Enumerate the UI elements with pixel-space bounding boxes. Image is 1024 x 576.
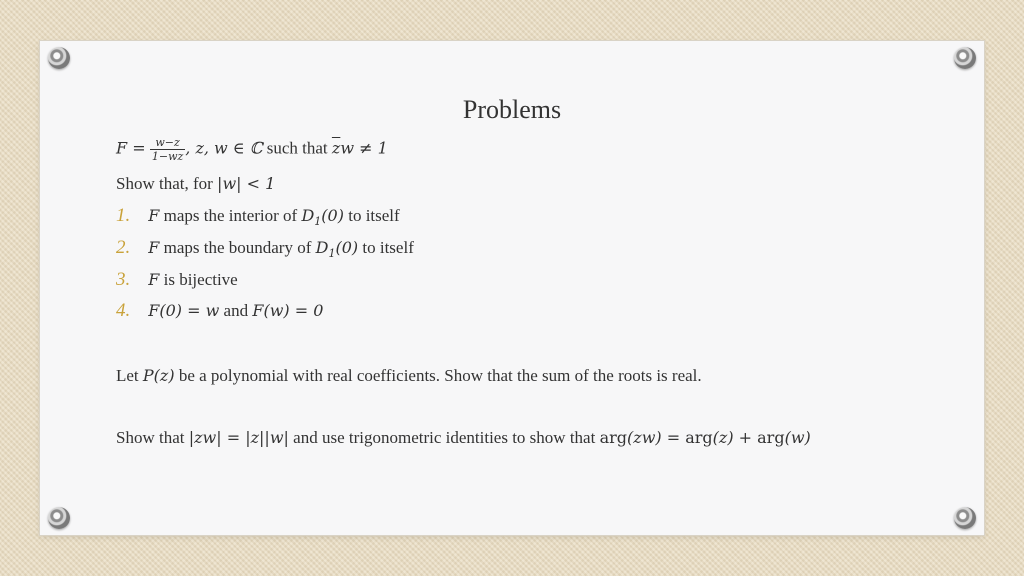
pin-icon — [48, 47, 70, 69]
definition-fraction — [150, 136, 185, 163]
list-item — [116, 237, 414, 260]
item-text: and — [223, 301, 249, 320]
fraction-numerator: w−z — [150, 136, 185, 150]
item-math: F — [148, 238, 160, 257]
item-math: F — [148, 270, 160, 289]
intro-line — [116, 174, 275, 194]
definition-line — [116, 136, 388, 163]
intro-text: Show that, for — [116, 174, 213, 193]
list-item — [116, 269, 238, 291]
problem-text: Let — [116, 366, 139, 385]
definition-text: such that — [266, 138, 328, 158]
fraction-denominator: $1-\overline{w}z$ — [151, 150, 184, 163]
pin-icon — [954, 47, 976, 69]
item-number: 3. — [116, 269, 131, 290]
problem-text: be a polynomial with real coefficients. Show that the sum of the roots is real. — [178, 366, 702, 385]
problem-math: |zw| = |z||w| — [188, 428, 289, 447]
problem-3 — [116, 428, 811, 448]
item-math: F — [148, 206, 160, 225]
item-tail: to itself — [348, 206, 400, 225]
item-text: maps the interior of — [163, 206, 298, 225]
item-math: $D_1(0)$ — [301, 206, 344, 229]
problem-2 — [116, 366, 702, 386]
item-text: maps the boundary of — [163, 238, 312, 257]
item-tail: to itself — [362, 238, 414, 257]
item-math: $D_1(0)$ — [315, 238, 359, 261]
item-number: 2. — [116, 237, 131, 258]
definition-lhs: F = — [116, 138, 146, 158]
slide-title: Problems — [462, 95, 562, 124]
item-math: F(w) = 0 — [252, 301, 324, 320]
item-text: is bijective — [163, 270, 238, 289]
item-number: 1. — [116, 205, 131, 226]
item-math: F(0) = w — [148, 301, 220, 320]
pin-icon — [48, 507, 70, 529]
problem-math: arg(zw) = arg(z) + arg(w) — [599, 428, 811, 447]
problem-text: Show that — [116, 428, 185, 447]
problem-text: and use trigonometric identities to show that — [293, 428, 596, 447]
item-number: 4. — [116, 300, 131, 321]
list-item — [116, 205, 400, 228]
definition-domain: , z, w ∈ ℂ — [185, 138, 263, 158]
intro-math: |w| < 1 — [217, 174, 276, 193]
pin-icon — [954, 507, 976, 529]
list-item — [116, 300, 323, 322]
definition-condition: $\overline{z}w \ne 1$ — [331, 138, 388, 158]
problem-math: P(z) — [142, 366, 175, 385]
